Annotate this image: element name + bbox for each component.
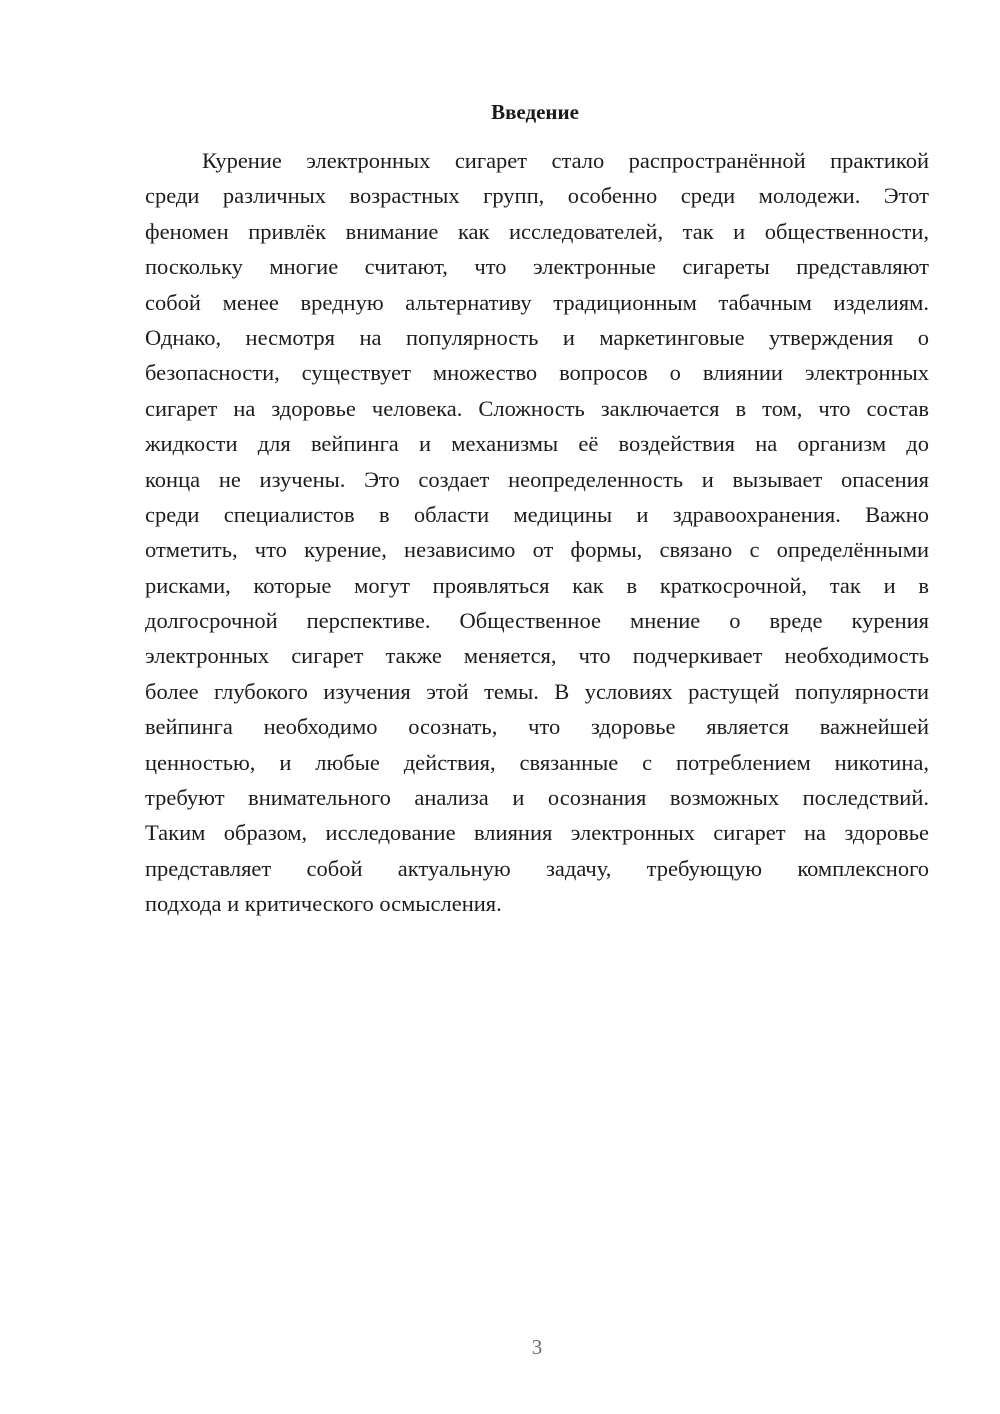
- paragraph-line: более глубокого изучения этой темы. В условиях растущей популярности: [145, 678, 929, 704]
- paragraph-line: собой менее вредную альтернативу традиционным табачным изделиям.: [145, 289, 929, 315]
- paragraph-line: конца не изучены. Это создает неопределенность и вызывает опасения: [145, 466, 929, 492]
- paragraph-line: вейпинга необходимо осознать, что здоровье является важнейшей: [145, 714, 929, 740]
- intro-paragraph: [145, 143, 929, 922]
- paragraph-line: рисками, которые могут проявляться как в краткосрочной, так и в: [145, 572, 929, 598]
- paragraph-line: ценностью, и любые действия, связанные с потреблением никотина,: [145, 749, 929, 775]
- page-number: 3: [531, 1335, 543, 1359]
- paragraph-line: среди различных возрастных групп, особенно среди молодежи. Этот: [145, 183, 929, 209]
- paragraph-line: феномен привлёк внимание как исследователей, так и общественности,: [145, 218, 929, 244]
- paragraph-line: долгосрочной перспективе. Общественное мнение о вреде курения: [145, 608, 929, 634]
- paragraph-line: Однако, несмотря на популярность и маркетинговые утверждения о: [145, 324, 929, 350]
- paragraph-line: электронных сигарет также меняется, что подчеркивает необходимость: [145, 643, 929, 669]
- paragraph-line: представляет собой актуальную задачу, требующую комплексного: [145, 855, 929, 881]
- paragraph-line: среди специалистов в области медицины и здравоохранения. Важно: [145, 501, 929, 527]
- section-heading: Введение: [491, 100, 579, 124]
- paragraph-line: поскольку многие считают, что электронные сигареты представляют: [145, 254, 929, 280]
- paragraph-line: требуют внимательного анализа и осознания возможных последствий.: [145, 785, 929, 811]
- paragraph-line: Таким образом, исследование влияния электронных сигарет на здоровье: [145, 820, 929, 846]
- paragraph-line: Курение электронных сигарет стало распространённой практикой: [202, 148, 929, 173]
- paragraph-line: безопасности, существует множество вопросов о влиянии электронных: [145, 360, 929, 386]
- paragraph-line: подхода и критического осмысления.: [145, 891, 502, 917]
- paragraph-line: жидкости для вейпинга и механизмы её воздействия на организм до: [145, 431, 929, 457]
- paragraph-line: отметить, что курение, независимо от формы, связано с определёнными: [145, 537, 929, 563]
- paragraph-line: сигарет на здоровье человека. Сложность заключается в том, что состав: [145, 395, 929, 421]
